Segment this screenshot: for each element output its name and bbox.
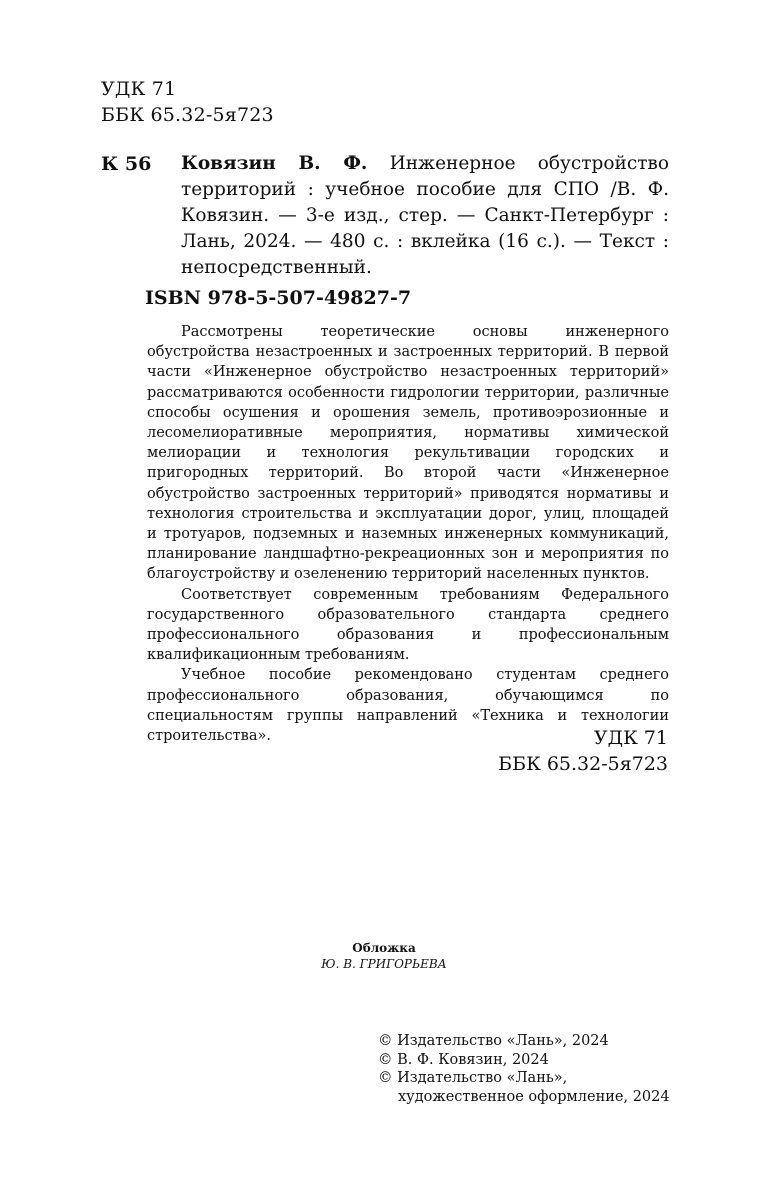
cover-credit xyxy=(200,940,568,972)
annotation-paragraph-3: Учебное пособие рекомендовано студентам среднего профессионального образования, обучающимся по специальностям группы направлений «Техника и технологии строительства». xyxy=(147,667,669,745)
copyright-line-4: художественное оформление, 2024 xyxy=(398,1088,670,1105)
annotation xyxy=(147,322,669,746)
copyright-line-2: © В. Ф. Ковязин, 2024 xyxy=(378,1051,549,1068)
bbk-code: ББК 65.32-5я723 xyxy=(101,104,274,126)
cover-label: Обложка xyxy=(352,941,416,955)
copyright-line-3: © Издательство «Лань», xyxy=(378,1070,568,1086)
isbn: ISBN 978-5-507-49827-7 xyxy=(145,287,412,309)
udk-bbk-top xyxy=(101,76,274,128)
annotation-paragraph-2: Соответствует современным требованиям Федерального государственного образовательного стандарта среднего профессионального образования и профессиональным квалификационным требованиям. xyxy=(147,586,669,664)
udk-bbk-bottom xyxy=(420,725,668,777)
cover-designer: Ю. В. ГРИГОРЬЕВА xyxy=(321,957,447,971)
bibliographic-description xyxy=(181,151,669,281)
annotation-paragraph-1: Рассмотрены теоретические основы инженерного обустройства незастроенных и застроенных территорий. В первой части «Инженерное обустройство незастроенных территорий» рассматриваются особенности гидрологии территории, различные способы осушения и орошения земель, противоэрозионные и лесомелиоративные мероприятия, нормативы химической мелиорации и технология рекультивации городских и пригородных территорий. Во второй части «Инженерное обустройство застроенных территорий» приводятся нормативы и технология строительства и эксплуатации дорог, улиц, площадей и тротуаров, подземных и наземных инженерных коммуникаций, планирование ландшафтно-рекреационных зон и мероприятия по благоустройству и озеленению территорий населенных пунктов. xyxy=(147,324,669,583)
author-mark: К 56 xyxy=(101,153,152,175)
copyright-line-1: © Издательство «Лань», 2024 xyxy=(378,1033,609,1049)
author-name: Ковязин В. Ф. xyxy=(181,153,368,174)
bibliographic-entry xyxy=(101,151,669,281)
udk-code: УДК 71 xyxy=(101,78,177,100)
udk-code-right: УДК 71 xyxy=(593,727,668,749)
copyright-notice xyxy=(378,1032,678,1106)
book-description: Инженерное обустройство территорий : учебное пособие для СПО /В. Ф. Ковязин. — 3-е изд., стер. — Санкт-Петербург : Лань, 2024. — 480 с. : вклейка (16 с.). — Текст : непосредственный. xyxy=(181,153,669,278)
bbk-code-right: ББК 65.32-5я723 xyxy=(498,753,668,775)
